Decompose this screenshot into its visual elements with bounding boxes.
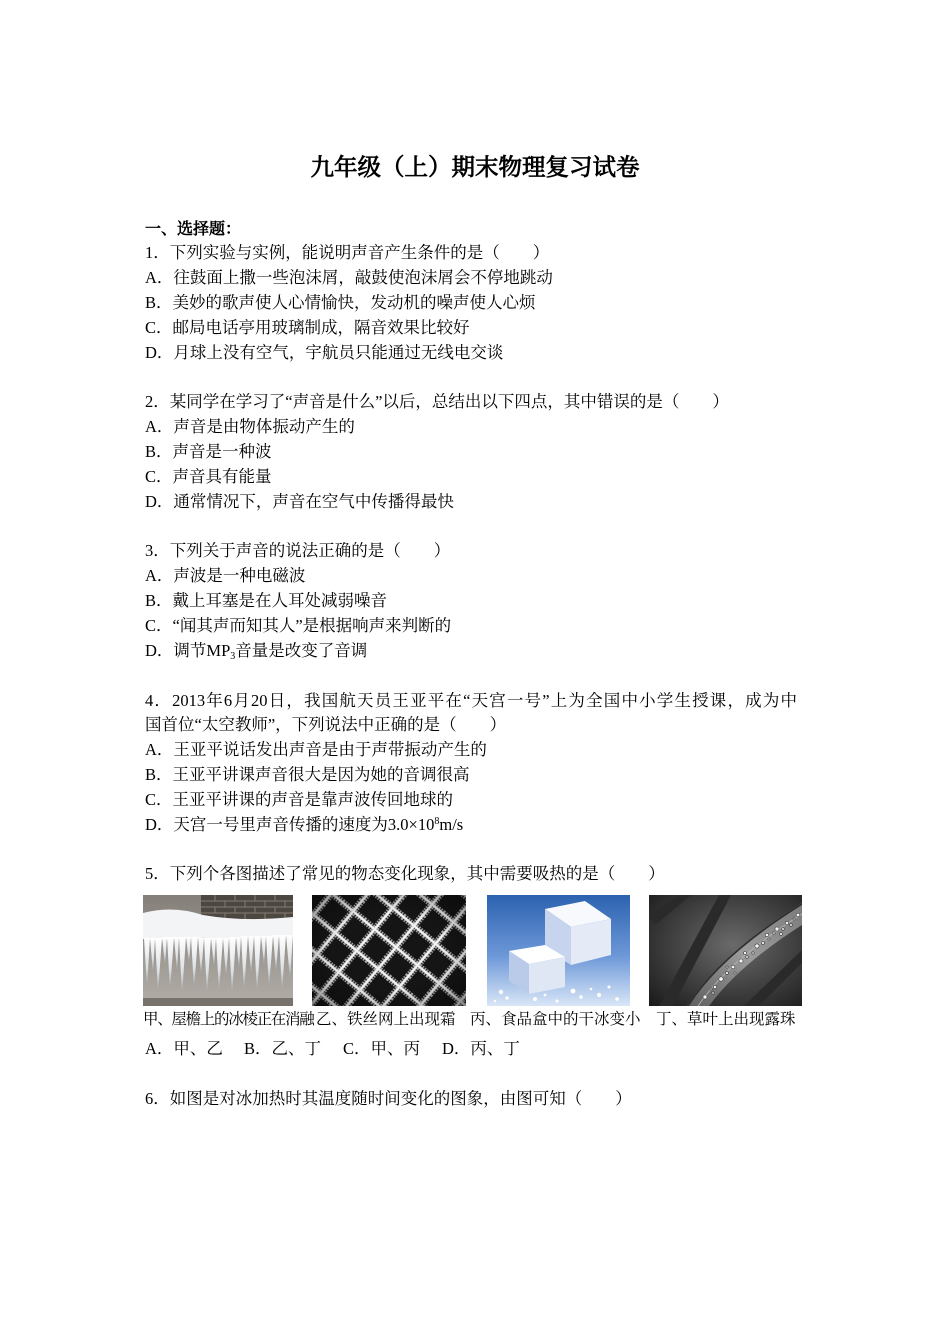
- question-4-option-d: [145, 813, 810, 838]
- question-3-stem: 3．下列关于声音的说法正确的是（ ）: [145, 541, 451, 561]
- question-5-stem: 5．下列个各图描述了常见的物态变化现象，其中需要吸热的是（ ）: [145, 864, 665, 884]
- question-3-option-d-text: D．调节MP: [145, 640, 231, 660]
- question-4-option-d-text: D．天宫一号里声音传播的速度为3.0×10: [145, 814, 435, 834]
- wall-ledge: [143, 998, 293, 1006]
- question-3-option-c: C．“闻其声而知其人”是根据响声来判断的: [145, 616, 452, 635]
- dry-ice-photo: [487, 895, 630, 1006]
- speed-unit: m/s: [439, 814, 464, 834]
- question-1-option-d: D．月球上没有空气，宇航员只能通过无线电交谈: [145, 342, 504, 362]
- vignette: [312, 895, 466, 1006]
- frosted-wire-mesh-photo: [312, 895, 466, 1006]
- question-5-options: [145, 1037, 810, 1062]
- question-4-option-a: A．王亚平说话发出声音是由于声带振动产生的: [145, 740, 487, 760]
- exam-title: 九年级（上）期末物理复习试卷: [310, 153, 640, 181]
- question-4-option-c: C．王亚平讲课的声音是靠声波传回地球的: [145, 789, 454, 809]
- caption-yi: 乙、铁丝网上出现霜: [316, 1011, 456, 1029]
- dewy-grass-blade-photo: [649, 895, 802, 1006]
- question-1-option-b: B．美妙的歌声使人心情愉快，发动机的噪声使人心烦: [145, 293, 536, 313]
- subscript-3: 3: [230, 650, 236, 662]
- question-3-option-d-text-end: 音量是改变了音调: [235, 640, 368, 660]
- question-5-option-a: A．甲、乙: [145, 1039, 223, 1059]
- question-2-option-a: A．声音是由物体振动产生的: [145, 417, 355, 437]
- question-1-stem: 1．下列实验与实例，能说明声音产生条件的是（ ）: [145, 243, 550, 263]
- question-1-option-c: C．邮局电话亭用玻璃制成，隔音效果比较好: [145, 317, 470, 337]
- question-3-option-b: B．戴上耳塞是在人耳处减弱噪音: [145, 591, 388, 611]
- question-5-figure-row: [145, 895, 810, 1006]
- question-1-option-a: A．往鼓面上撒一些泡沫屑，敲鼓使泡沫屑会不停地跳动: [145, 268, 553, 288]
- brick-wall: [201, 895, 293, 919]
- question-3-option-a: A．声波是一种电磁波: [145, 566, 306, 586]
- question-5-option-d: D．丙、丁: [442, 1039, 520, 1059]
- question-2-stem: 2．某同学在学习了“声音是什么”以后，总结出以下四点，其中错误的是（ ）: [145, 392, 729, 412]
- question-2-option-b: B．声音是一种波: [145, 442, 272, 462]
- question-3-option-d: [145, 639, 810, 664]
- caption-bing: 丙、食品盒中的干冰变小: [470, 1011, 641, 1029]
- question-6: [145, 1087, 810, 1112]
- question-4-option-b: B．王亚平讲课声音很大是因为她的音调很高: [145, 765, 470, 785]
- question-2-option-c: C．声音具有能量: [145, 466, 272, 486]
- question-5-option-b: B．乙、丁: [244, 1039, 322, 1059]
- question-6-stem: 6．如图是对冰加热时其温度随时间变化的图象，由图可知（ ）: [145, 1089, 632, 1108]
- question-5: [145, 862, 810, 1062]
- caption-ding: 丁、草叶上出现露珠: [656, 1011, 796, 1029]
- question-4: [145, 689, 810, 838]
- question-5-caption-row: [145, 1008, 810, 1033]
- question-1: [145, 241, 810, 365]
- exam-body: [145, 217, 810, 1112]
- question-4-stem-line-2: 国首位“太空教师”，下列说法中正确的是（ ）: [145, 715, 507, 735]
- question-5-option-c: C．甲、丙: [343, 1039, 421, 1059]
- question-3: [145, 539, 810, 663]
- question-2-option-d: D．通常情况下，声音在空气中传播得最快: [145, 491, 454, 511]
- superscript-exponent: 8: [434, 815, 440, 827]
- melting-icicles-photo: [143, 895, 293, 1006]
- caption-jia: 甲、屋檐上的冰棱正在消融: [143, 1011, 314, 1029]
- question-4-stem-line-1: 4．2013年6月20日，我国航天员王亚平在“天宫一号”上为全国中小学生授课，成为中: [145, 690, 797, 710]
- section-heading-multiple-choice: 一、选择题：: [145, 218, 242, 238]
- question-2: [145, 390, 810, 514]
